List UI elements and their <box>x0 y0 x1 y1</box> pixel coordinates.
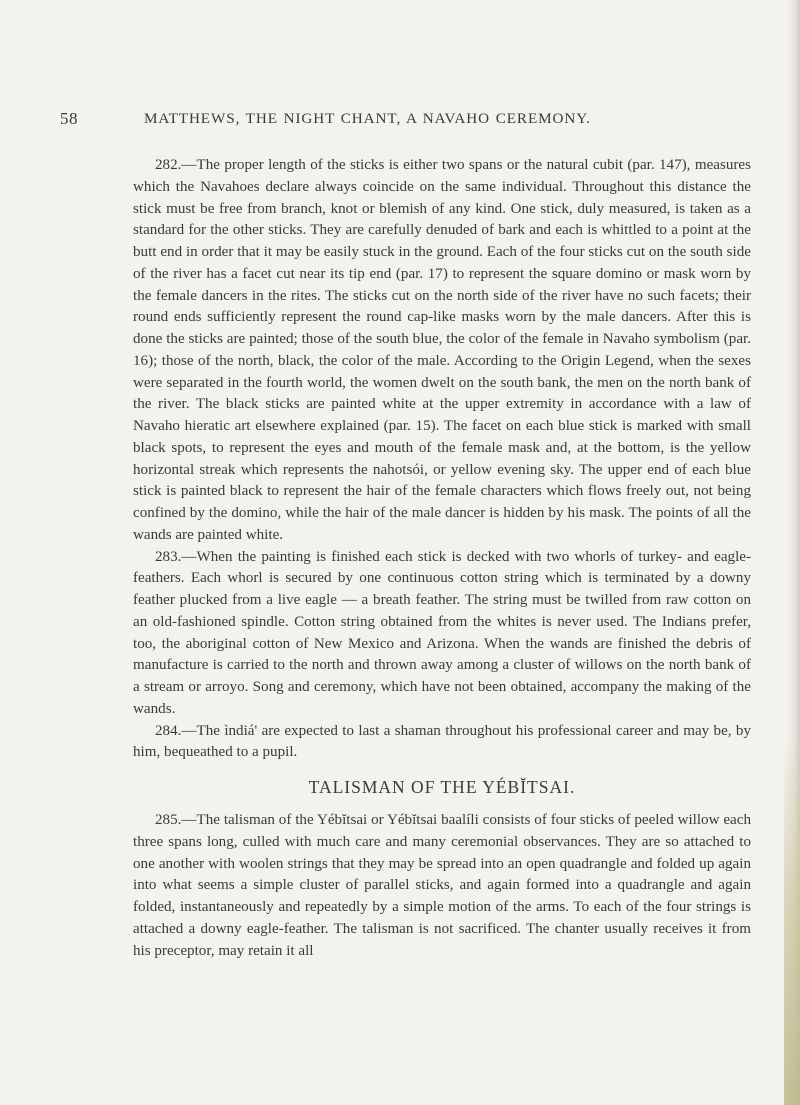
section-heading: TALISMAN OF THE YÉBĬTSAI. <box>308 777 576 797</box>
scan-edge-stain <box>784 740 800 1105</box>
paragraph-284: 284.—The ìndiá' are expected to last a shaman throughout his professional career and may be, by him, bequeathed to a pupil. <box>133 722 751 761</box>
running-header <box>60 109 750 131</box>
page-number: 58 <box>60 109 78 128</box>
paragraph-282: 282.—The proper length of the sticks is either two spans or the natural cubit (par. 147), measures which the Navahoes declare always coincide on the same individual. Throughout this distance the stick must be free from branch, knot or blemish of any kind. One stick, duly measured, is taken as a standard for the other sticks. They are carefully denuded of bark and each is whittled to a point at the butt end in order that it may be easily stuck in the ground. Each of the four sticks cut on the south side of the river has a facet cut near its tip end (par. 17) to represent the square domino or mask worn by the female dancers in the rites. The sticks cut on the north side of the river have no such facets; their round ends sufficiently represent the round cap-like masks worn by the male dancers. After this is done the sticks are painted; those of the south blue, the color of the female in Navaho symbolism (par. 16); those of the north, black, the color of the male. According to the Origin Legend, when the sexes were separated in the fourth world, the women dwelt on the south bank, the men on the north bank of the river. The black sticks are painted white at the upper extremity in accordance with a law of Navaho hieratic art elsewhere explained (par. 15). The facet on each blue stick is marked with small black spots, to represent the eyes and mouth of the female mask and, at the bottom, is the yellow horizontal streak which represents the nahotsói, or yellow evening sky. The upper end of each blue stick is painted black to represent the hair of the female characters which flows freely out, not being confined by the domino, while the hair of the male dancer is hidden by his mask. The points of all the wands are painted white. <box>133 157 751 543</box>
body-text <box>133 155 751 962</box>
paragraph-283: 283.—When the painting is finished each stick is decked with two whorls of turkey- and eagle-feathers. Each whorl is secured by one continuous cotton string which is terminated by a downy feather plucked from a live eagle — a breath feather. The string must be twilled from raw cotton on an old-fashioned spindle. Cotton string obtained from the whites is never used. The Indians prefer, too, the aboriginal cotton of New Mexico and Arizona. When the wands are finished the debris of manufacture is carried to the north and thrown away among a cluster of willows on the north bank of a stream or arroyo. Song and ceremony, which have not been obtained, accompany the making of the wands. <box>133 548 751 717</box>
running-title: MATTHEWS, THE NIGHT CHANT, A NAVAHO CEREMONY. <box>144 110 591 127</box>
paragraph-285: 285.—The talisman of the Yébĭtsai or Yébĭtsai baalíli consists of four sticks of peeled willow each three spans long, culled with much care and many ceremonial observances. They are so attached to one another with woolen strings that they may be spread into an open quadrangle and folded up again into what seems a simple cluster of parallel sticks, and again formed into a quadrangle and again folded, instantaneously and repeatedly by a simple motion of the arms. To each of the four strings is attached a downy eagle-feather. The talisman is not sacrificed. The chanter usually receives it from his preceptor, may retain it all <box>133 812 751 959</box>
